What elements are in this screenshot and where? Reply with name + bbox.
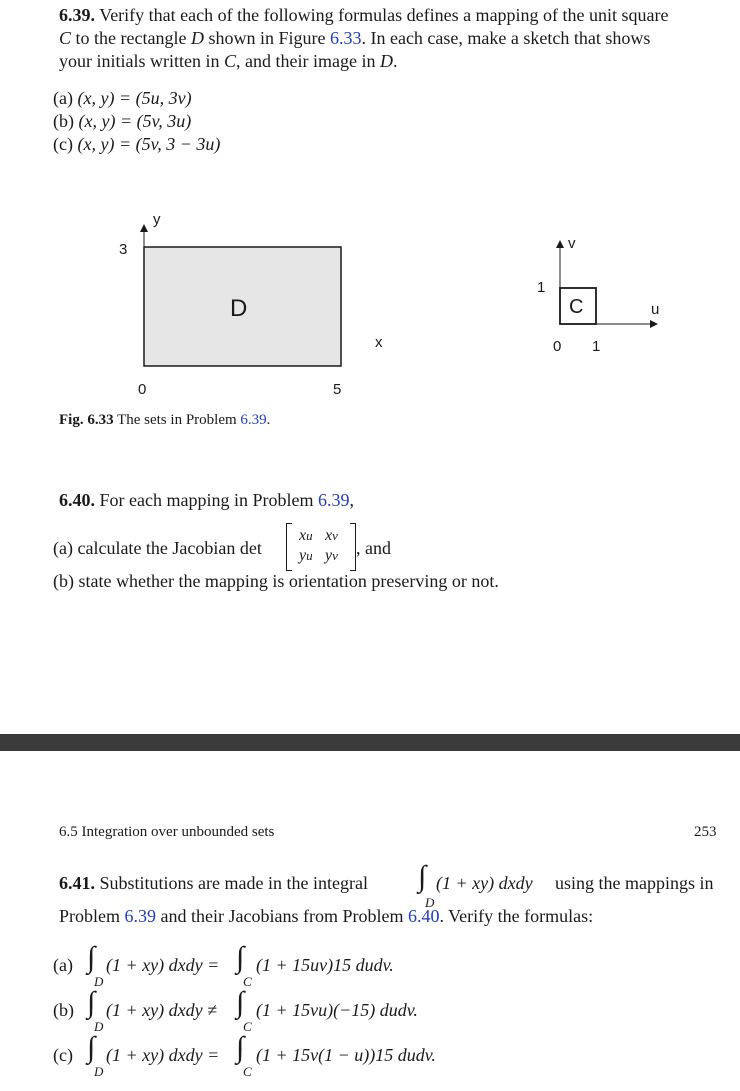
problem-6-39-line-3 bbox=[59, 50, 397, 73]
orientation-text: (b) state whether the mapping is orientation preserving or not. bbox=[53, 571, 499, 591]
item-label: (a) bbox=[53, 88, 73, 108]
y-tick-label: 3 bbox=[119, 241, 128, 258]
integral-sign: ∫ bbox=[236, 1031, 245, 1064]
problem-text: . In each case, make a sketch that shows bbox=[361, 28, 651, 48]
v-tick-label: 1 bbox=[537, 279, 546, 296]
formula-label: (b) bbox=[53, 1000, 74, 1020]
figure-6-33 bbox=[0, 200, 740, 410]
origin-label: 0 bbox=[553, 338, 562, 355]
problem-text: Substitutions are made in the integral bbox=[99, 873, 368, 893]
problem-text: , bbox=[349, 490, 354, 510]
figure-caption bbox=[59, 411, 270, 429]
v-axis-label: v bbox=[568, 235, 576, 252]
problem-6-41-intro bbox=[59, 872, 368, 895]
problem-number: 6.40. bbox=[59, 490, 95, 510]
integral-domain: C bbox=[243, 1064, 252, 1079]
integral-sign: ∫ bbox=[236, 986, 245, 1019]
integral-sign: ∫ bbox=[87, 941, 96, 974]
jacobian-matrix bbox=[286, 523, 356, 571]
matrix-cell: yu bbox=[299, 547, 313, 564]
problem-link[interactable]: 6.39 bbox=[317, 490, 350, 510]
integral-domain: D bbox=[94, 974, 104, 989]
problem-number: 6.39. bbox=[59, 5, 95, 25]
set-d: D bbox=[190, 28, 204, 48]
section-header: 6.5 Integration over unbounded sets bbox=[59, 824, 275, 840]
problem-text: . Verify the formulas: bbox=[439, 906, 594, 926]
caption-label: Fig. 6.33 bbox=[59, 412, 114, 428]
item-formula: (x, y) = (5v, 3 − 3u) bbox=[77, 134, 221, 154]
item-label: (b) bbox=[53, 111, 74, 131]
problem-6-39-line-2 bbox=[59, 27, 650, 50]
matrix-cell: xv bbox=[325, 527, 338, 544]
integral-domain: D bbox=[94, 1019, 104, 1034]
problem-text: Problem bbox=[59, 906, 120, 926]
set-c: C bbox=[59, 28, 72, 48]
matrix-cell: yv bbox=[325, 547, 338, 564]
mapping-item bbox=[53, 87, 192, 110]
item-label: (c) bbox=[53, 134, 73, 154]
origin-label: 0 bbox=[138, 381, 147, 398]
x-tick-label: 5 bbox=[333, 381, 342, 398]
mapping-item bbox=[53, 110, 191, 133]
region-c-label: C bbox=[569, 296, 584, 318]
page-number: 253 bbox=[694, 824, 717, 840]
formula-lhs: (1 + xy) dxdy ≠ bbox=[106, 1000, 217, 1020]
figure-link[interactable]: 6.33 bbox=[329, 28, 362, 48]
formula-rhs: (1 + 15v(1 − u))15 dudv. bbox=[256, 1045, 436, 1065]
problem-text: shown in Figure bbox=[208, 28, 326, 48]
problem-text: and their Jacobians from Problem bbox=[160, 906, 404, 926]
problem-text: . bbox=[392, 51, 398, 71]
integral-sign: ∫ bbox=[418, 860, 427, 893]
caption-text: The sets in Problem bbox=[117, 412, 237, 428]
integral-domain: C bbox=[243, 1019, 252, 1034]
bracket-right bbox=[350, 523, 355, 571]
integral-domain: D bbox=[425, 895, 435, 910]
caption-link[interactable]: 6.39 bbox=[240, 412, 267, 428]
problem-text: For each mapping in Problem bbox=[99, 490, 314, 510]
integral-domain: D bbox=[94, 1064, 104, 1079]
problem-text: Verify that each of the following formulas defines a mapping of the unit square bbox=[99, 5, 669, 25]
u-axis-label: u bbox=[651, 301, 660, 318]
formula-label: (a) bbox=[53, 955, 73, 975]
integral-sign: ∫ bbox=[236, 941, 245, 974]
item-formula: (x, y) = (5v, 3u) bbox=[78, 111, 192, 131]
integral-sign: ∫ bbox=[87, 986, 96, 1019]
formula-rhs: (1 + 15vu)(−15) dudv. bbox=[256, 1000, 418, 1020]
problem-6-41-line-2 bbox=[59, 905, 593, 928]
page-divider bbox=[0, 734, 740, 751]
caption-text: . bbox=[266, 412, 271, 428]
mapping-item bbox=[53, 133, 220, 156]
y-axis-label: y bbox=[153, 211, 161, 228]
integral-sign: ∫ bbox=[87, 1031, 96, 1064]
problem-link[interactable]: 6.39 bbox=[124, 906, 156, 926]
formula-lhs: (1 + xy) dxdy = bbox=[106, 955, 220, 975]
jacobian-text: (a) calculate the Jacobian det bbox=[53, 538, 262, 558]
integrand: (1 + xy) dxdy bbox=[436, 873, 533, 893]
problem-6-39-line-1 bbox=[59, 4, 669, 27]
set-d: D bbox=[379, 51, 393, 71]
matrix-cell: xu bbox=[299, 527, 313, 544]
formula-label: (c) bbox=[53, 1045, 73, 1065]
problem-text: to the rectangle bbox=[75, 28, 187, 48]
problem-text: , and their image in bbox=[236, 51, 376, 71]
problem-text: using the mappings in bbox=[555, 873, 714, 893]
integral-domain: C bbox=[243, 974, 252, 989]
formula-rhs: (1 + 15uv)15 dudv. bbox=[256, 955, 394, 975]
region-d-label: D bbox=[230, 295, 248, 322]
set-c: C bbox=[223, 51, 236, 71]
item-formula: (x, y) = (5u, 3v) bbox=[77, 88, 192, 108]
formula-lhs: (1 + xy) dxdy = bbox=[106, 1045, 220, 1065]
x-axis-label: x bbox=[375, 334, 383, 351]
problem-text: your initials written in bbox=[59, 51, 220, 71]
problem-link[interactable]: 6.40 bbox=[407, 906, 440, 926]
jacobian-text-end: , and bbox=[356, 538, 391, 558]
bracket-left bbox=[287, 523, 292, 571]
u-tick-label: 1 bbox=[592, 338, 601, 355]
problem-number: 6.41. bbox=[59, 873, 95, 893]
problem-6-40-intro bbox=[59, 489, 354, 512]
